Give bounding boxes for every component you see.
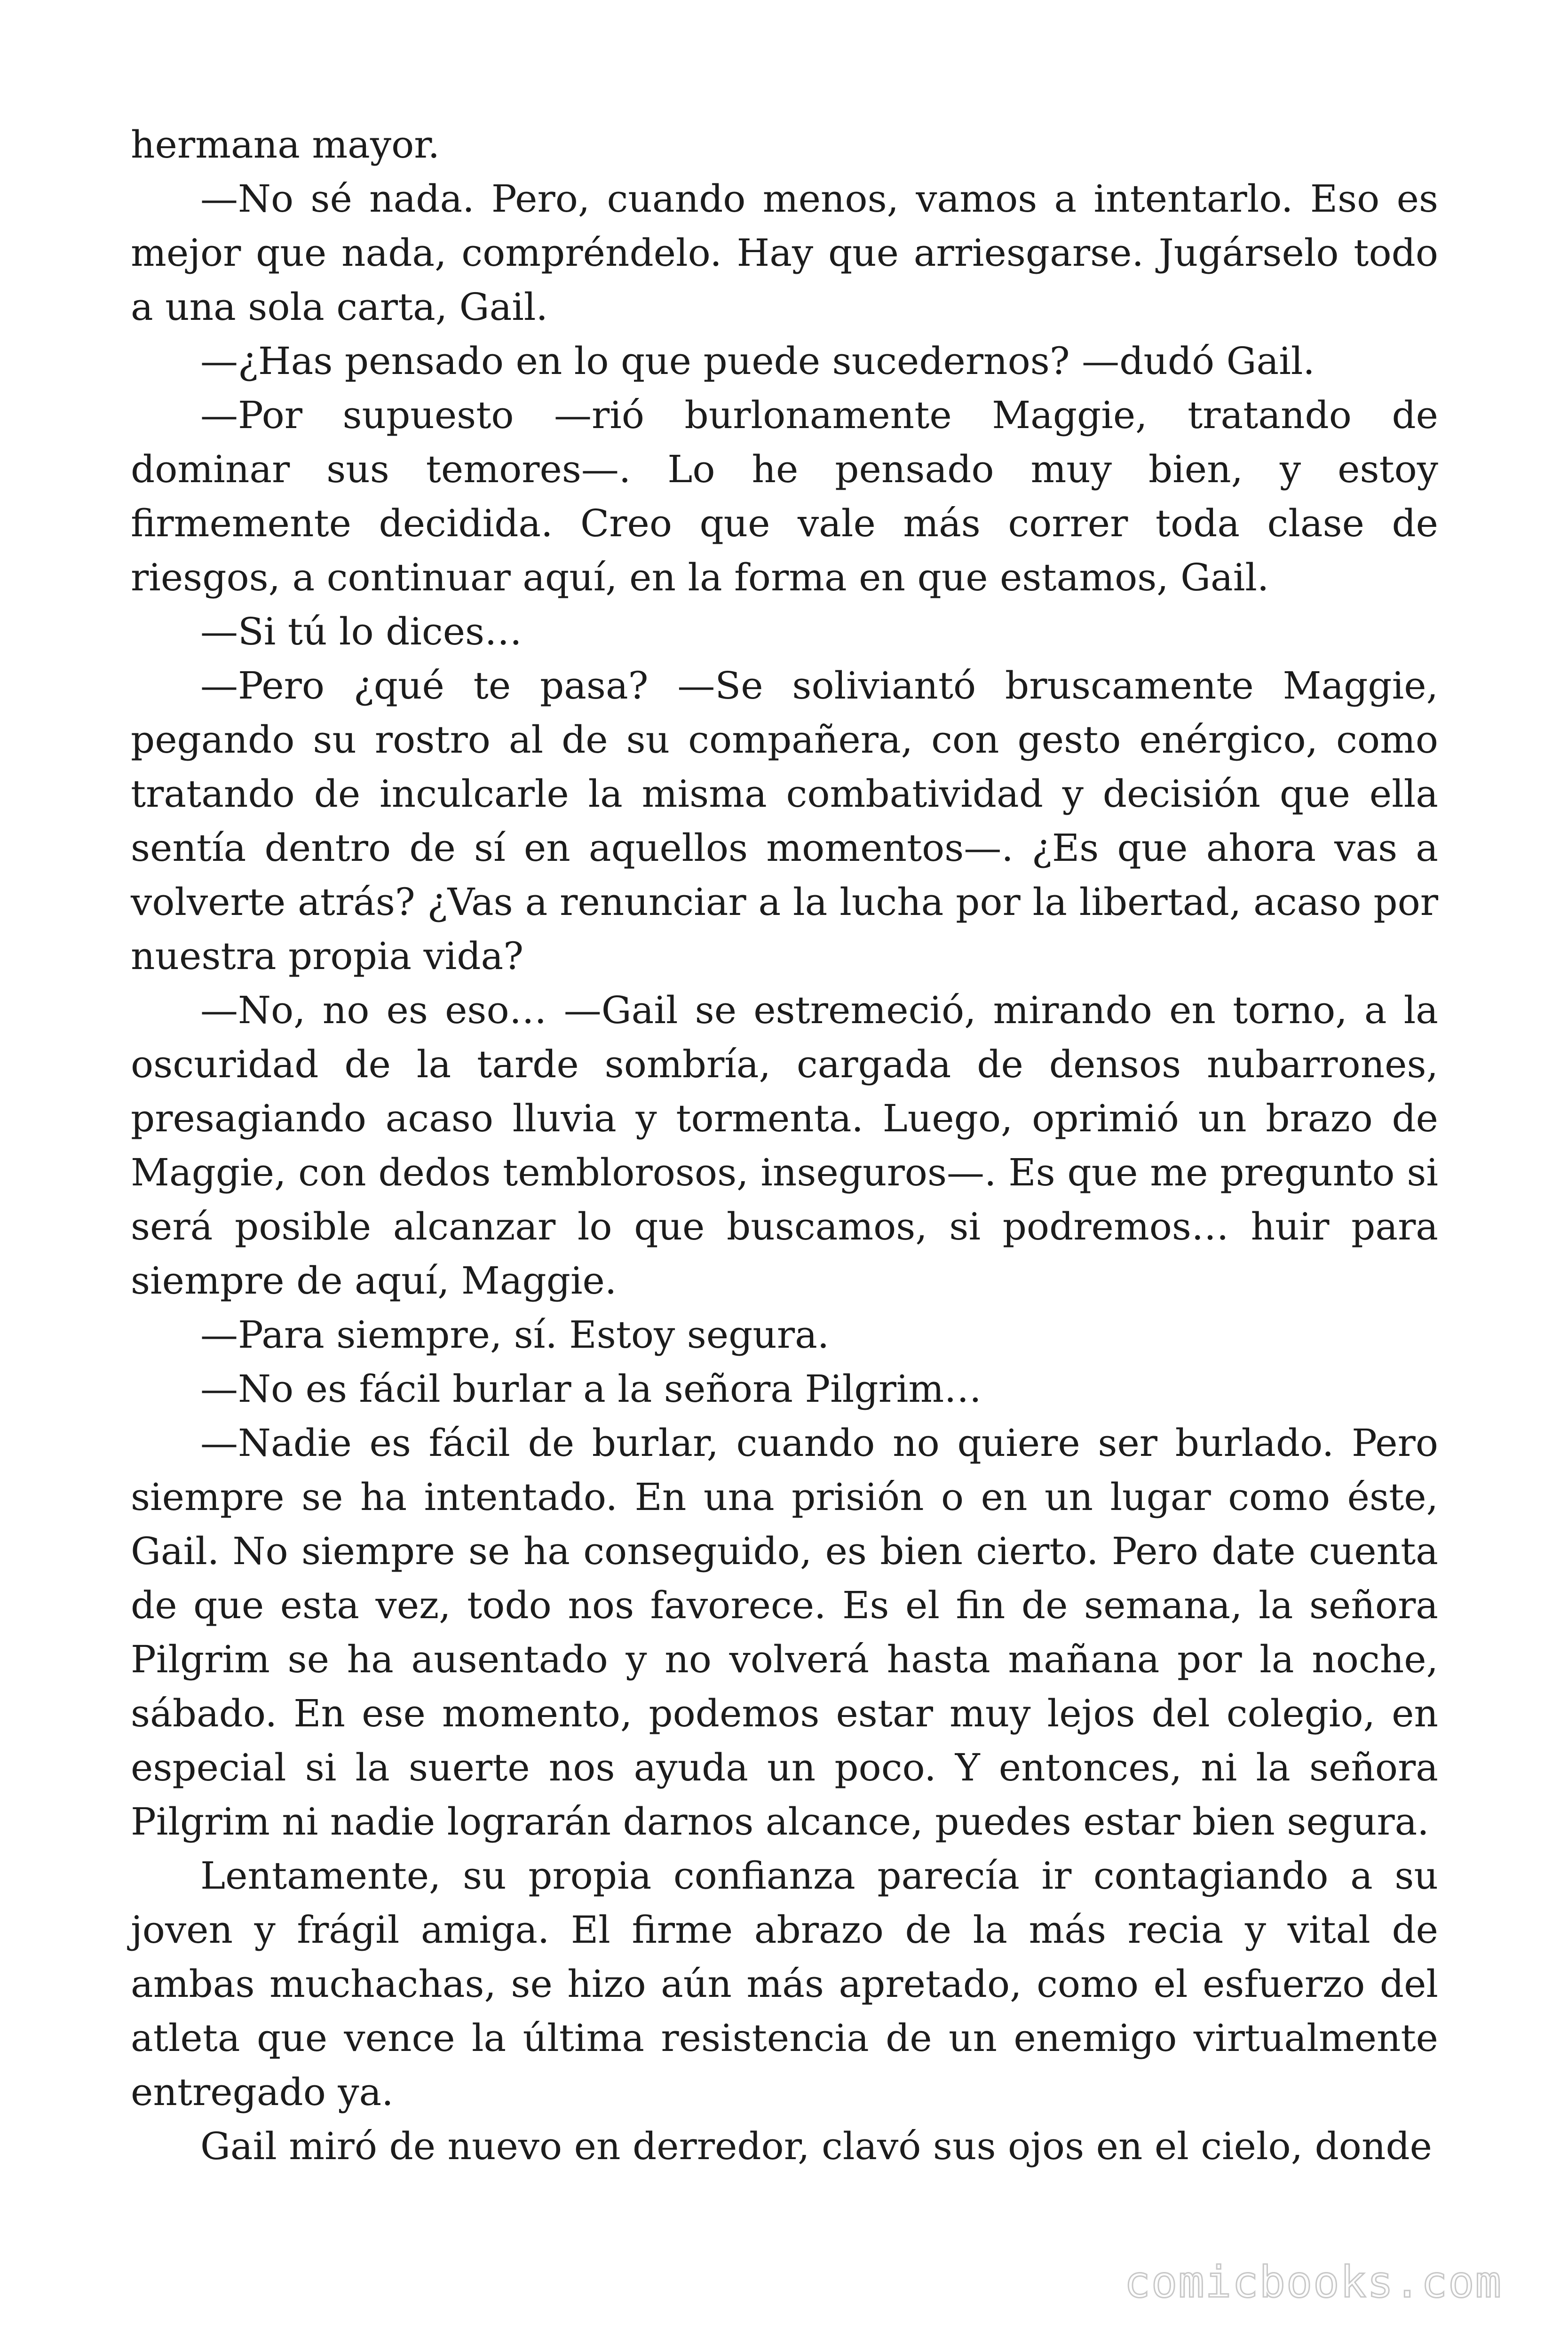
watermark: comicbooks.com — [1124, 2257, 1502, 2307]
paragraph-3: —¿Has pensado en lo que puede sucedernos? —dudó Gail. — [200, 339, 1315, 383]
body-text — [131, 118, 1438, 2173]
paragraph-12: Gail miró de nuevo en derredor, clavó sus ojos en el cielo, donde — [200, 2124, 1433, 2168]
paragraph-7: —No, no es eso… —Gail se estremeció, mirando en torno, a la oscuridad de la tarde sombría, cargada de densos nubarrones, presagiando acaso lluvia y tormenta. Luego, oprimió un brazo de Maggie, con dedos temblorosos, inseguros—. Es que me pregunto si será posible alcanzar lo que buscamos, si podremos… huir para siempre de aquí, Maggie. — [131, 988, 1438, 1303]
paragraph-1: hermana mayor. — [131, 123, 440, 167]
paragraph-6: —Pero ¿qué te pasa? —Se soliviantó bruscamente Maggie, pegando su rostro al de su compañera, con gesto enérgico, como tratando de inculcarle la misma combatividad y decisión que ella sentía dentro de sí en aquellos momentos—. ¿Es que ahora vas a volverte atrás? ¿Vas a renunciar a la lucha por la libertad, acaso por nuestra propia vida? — [131, 664, 1438, 978]
paragraph-9: —No es fácil burlar a la señora Pilgrim… — [200, 1367, 982, 1411]
paragraph-11: Lentamente, su propia confianza parecía ir contagiando a su joven y frágil amiga. El firme abrazo de la más recia y vital de ambas muchachas, se hizo aún más apretado, como el esfuerzo del atleta que vence la última resistencia de un enemigo virtualmente entregado ya. — [131, 1854, 1438, 2114]
paragraph-4: —Por supuesto —rió burlonamente Maggie, tratando de dominar sus temores—. Lo he pensado muy bien, y estoy firmemente decidida. Creo que vale más correr toda clase de riesgos, a continuar aquí, en la forma en que estamos, Gail. — [131, 393, 1438, 599]
paragraph-5: —Si tú lo dices… — [200, 610, 523, 653]
paragraph-8: —Para siempre, sí. Estoy segura. — [200, 1313, 830, 1357]
paragraph-2: —No sé nada. Pero, cuando menos, vamos a intentarlo. Eso es mejor que nada, compréndelo. Hay que arriesgarse. Jugárselo todo a una sola carta, Gail. — [131, 177, 1438, 329]
paragraph-10: —Nadie es fácil de burlar, cuando no quiere ser burlado. Pero siempre se ha intentado. En una prisión o en un lugar como éste, Gail. No siempre se ha conseguido, es bien cierto. Pero date cuenta de que esta vez, todo nos favorece. Es el fin de semana, la señora Pilgrim se ha ausentado y no volverá hasta mañana por la noche, sábado. En ese momento, podemos estar muy lejos del colegio, en especial si la suerte nos ayuda un poco. Y entonces, ni la señora Pilgrim ni nadie lograrán darnos alcance, puedes estar bien segura. — [131, 1421, 1438, 1843]
